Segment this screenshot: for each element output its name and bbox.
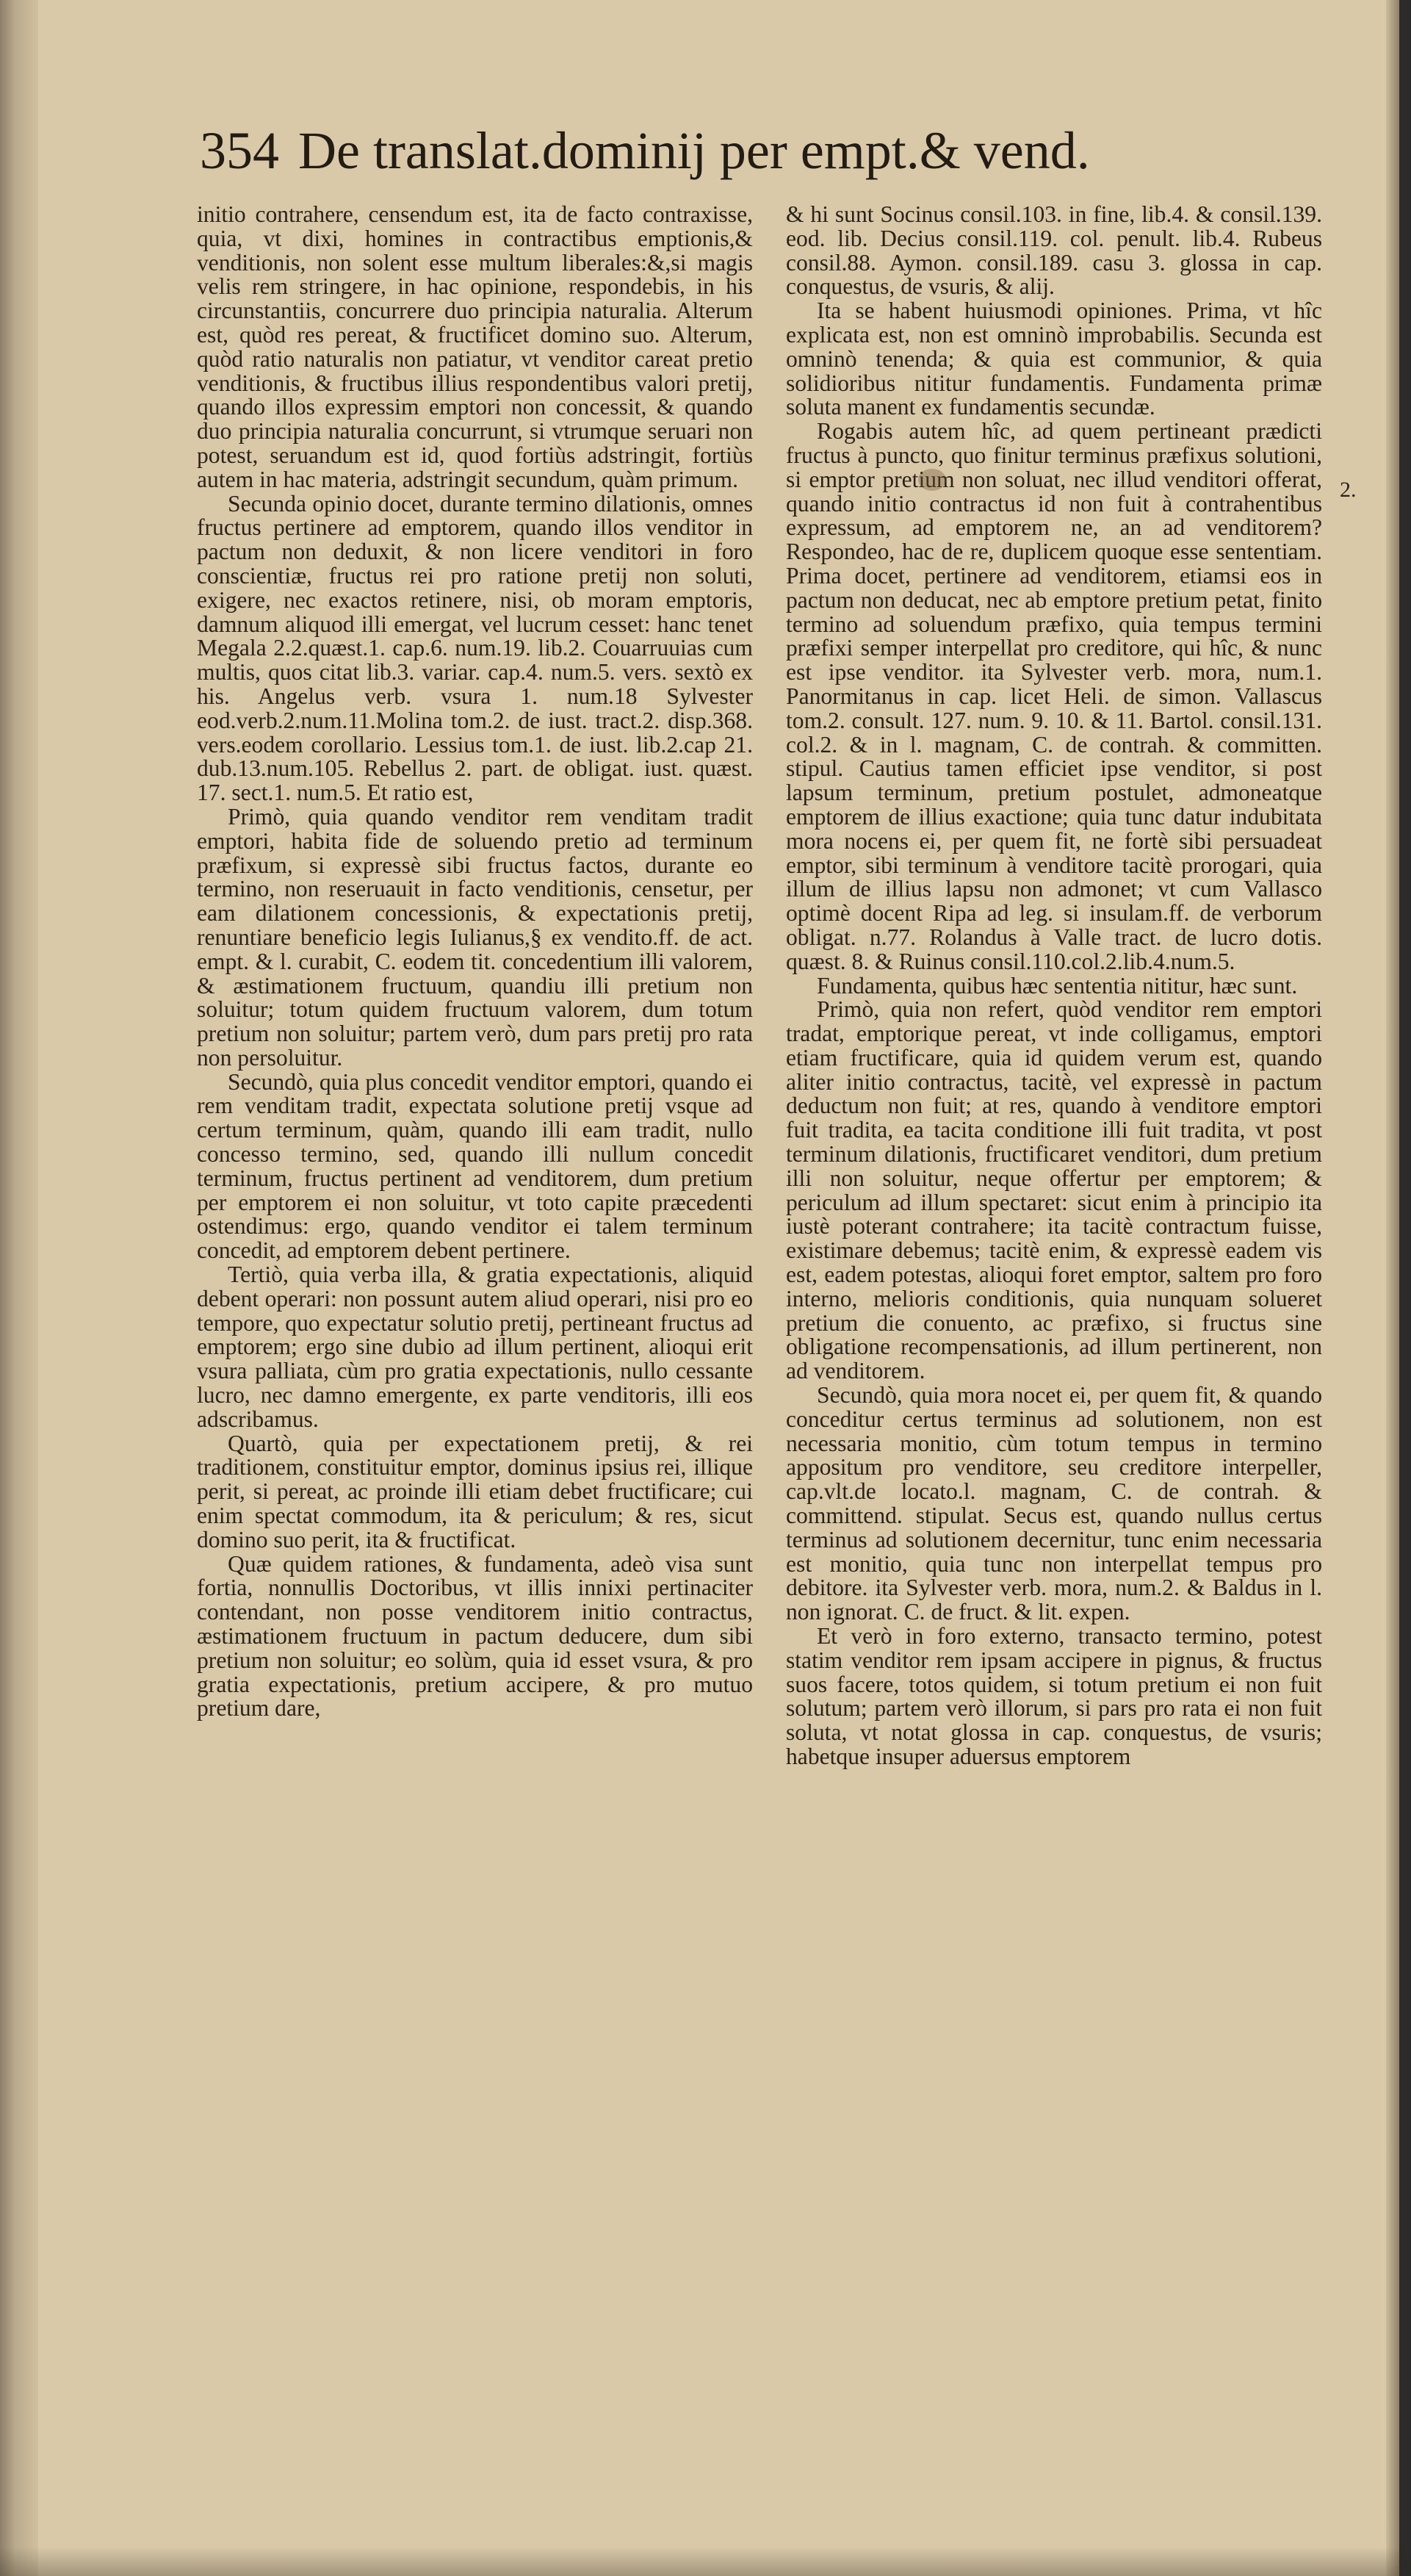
right-column [786, 203, 1322, 1769]
paragraph: Et verò in foro externo, transacto termino, potest statim venditor rem ipsam accipere in pignus, & fructus suos facere, totos quidem, si totum pretium ei non fuit solutum; partem verò illorum, si pars pro rata ei non fuit soluta, vt notat glossa in cap. conquestus, de vsuris; habetque insuper aduersus emptorem [786, 1623, 1322, 1769]
paragraph: Quæ quidem rationes, & fundamenta, adeò visa sunt fortia, nonnullis Doctoribus, vt illis innixi pertinaciter contendant, non posse venditorem initio contractus, æstimationem fructuum in pactum deducere, dum sibi pretium non soluitur; eo solùm, quia id esset vsura, & pro gratia expectationis, pretium accipere, & pro mutuo pretium dare, [197, 1550, 753, 1721]
running-head [200, 118, 1302, 184]
paragraph: Fundamenta, quibus hæc sententia nititur, hæc sunt. [817, 972, 1298, 999]
left-column [197, 203, 753, 1721]
page-edge [1386, 0, 1399, 2576]
paragraph: Secundò, quia plus concedit venditor emptori, quando ei rem venditam tradit, expectata solutione pretij vsque ad certum terminum, quàm, quando illi eam tradit, nullo concesso termino, sed, quando illi nullum concedit terminum, fructus pertinent ad venditorem, dum pretium per emptorem ei non soluitur, vt toto capite præcedenti ostendimus: ergo, quando venditor ei talem terminum concedit, ad emptorem debent pertinere. [197, 1068, 753, 1264]
paragraph: Quartò, quia per expectationem pretij, & rei traditionem, constituitur emptor, dominus ipsius rei, illique perit, si pereat, ac proinde illi etiam debet fructificare; cui enim spectat commodum, ita & periculum; & res, sicut domino suo perit, ita & fructificat. [197, 1430, 753, 1553]
paragraph: Tertiò, quia verba illa, & gratia expectationis, aliquid debent operari: non possunt autem aliud operari, nisi pro eo tempore, quo expectatur solutio pretij, pertineant fructus ad emptorem; ergo sine dubio ad illum pertinent, alioqui erit vsura palliata, cùm pro gratia expectationis, nullo cessante lucro, nec damno emergente, ex parte venditoris, illi eos adscribamus. [197, 1262, 753, 1432]
page-title: De translat.dominij per empt.& vend. [298, 121, 1090, 180]
paragraph: Primò, quia quando venditor rem venditam tradit emptori, habita fide de soluendo pretio ad terminum præfixum, si expressè sibi fructus factos, durante eo termino, non reseruauit in facto venditionis, censetur, per eam dilationem concessionis, & expectationis pretij, renuntiare beneficio legis Iulianus,§ ex vendito.ff. de act. empt. & l. curabit, C. eodem tit. concedentium illi valorem, & æstimationem fructuum, quandiu illi pretium non soluitur; totum quidem fructuum valorem, dum totum pretium non soluitur; partem verò, dum pars pretij pro rata non persoluitur. [197, 803, 753, 1071]
paper-stain [918, 469, 946, 491]
page-number: 354 [200, 121, 279, 180]
paragraph: Rogabis autem hîc, ad quem pertineant prædicti fructus à puncto, quo finitur terminus præfixus solutioni, si emptor pretium non soluat, nec illud venditori offerat, quando initio contractus id non fuit à contrahentibus expressum, ad emptorem ne, an ad venditorem? Respondeo, hac de re, duplicem quoque esse sententiam. Prima docet, pertinere ad venditorem, etiamsi eos in pactum non deducat, nec ab emptore pretium petat, finito termino ad soluendum præfixo, quia tempus termini præfixi semper interpellat pro creditore, qui hîc, & nunc est ipse venditor. ita Sylvester verb. mora, num.1. Panormitanus in cap. licet Heli. de simon. Vallascus tom.2. consult. 127. num. 9. 10. & 11. Bartol. consil.131. col.2. & in l. magnam, C. de contrah. & committen. stipul. Cautius tamen efficiet ipse venditor, si post lapsum terminum, pretium postulet, admoneatque emptorem de illius exactione; quia tunc datur indubitata mora nocens ei, per quem fit, ne fortè sibi persuadeat emptor, sibi terminum à venditore tacitè prorogari, quia illum de illius lapsu non admonet; vt cum Vallasco optimè docent Ripa ad leg. si insulam.ff. de verborum obligat. n.77. Rolandus à Valle tract. de lucro dotis. quæst. 8. & Ruinus consil.110.col.2.lib.4.num.5. [786, 418, 1322, 974]
page-shadow [0, 2547, 1399, 2576]
paragraph: Primò, quia non refert, quòd venditor rem emptori tradat, emptorique pereat, vt inde colligamus, emptori etiam fructificare, quia id quidem verum est, quando aliter initio contractus, tacitè, vel expressè in pactum deductum non fuit; at res, quando à venditore emptori fuit tradita, ea tacita conditione illi fuit tradita, vt post terminum dilationis, fructificaret venditori, dum pretium illi non soluitur, neque offertur per emptorem; & periculum ad illum spectaret: sicut enim à principio ita iustè poterant contrahere; ita tacitè contractum fuisse, existimare debemus; tacitè enim, & expressè eadem vis est, eadem potestas, alioqui foret emptor, saltem pro foro interno, melioris conditionis, quia nunquam solueret pretium die conuento, ac præfixo, si fructus sine obligatione recompensationis, ad illum pertinerent, non ad venditorem. [786, 996, 1322, 1384]
paragraph: & hi sunt Socinus consil.103. in fine, lib.4. & consil.139. eod. lib. Decius consil.119. col. penult. lib.4. Rubeus consil.88. Aymon. consil.189. casu 3. glossa in cap. conquestus, de vsuris, & alij. [786, 201, 1322, 300]
paragraph: Ita se habent huiusmodi opiniones. Prima, vt hîc explicata est, non est omninò improbabilis. Secunda est omninò tenenda; & quia est communior, & quia solidioribus nititur fundamentis. Fundamenta primæ soluta manent ex fundamentis secundæ. [786, 298, 1322, 420]
margin-note: 2. [1340, 478, 1357, 502]
paragraph: Secundò, quia mora nocet ei, per quem fit, & quando conceditur certus terminus ad solutionem, non est necessaria monitio, cùm totum tempus in termino appositum pro venditore, seu creditore interpeller, cap.vlt.de locato.l. magnam, C. de contrah. & committend. stipulat. Secus est, quando nullus certus terminus ad solutionem decernitur, tunc enim necessaria est monitio, quia tunc non interpellat tempus pro debitore. ita Sylvester verb. mora, num.2. & Baldus in l. non ignorat. C. de fruct. & lit. expen. [786, 1382, 1322, 1625]
book-gutter [0, 0, 38, 2576]
paragraph: initio contrahere, censendum est, ita de facto contraxisse, quia, vt dixi, homines in contractibus emptionis,& venditionis, non solent esse multum liberales:&,si magis velis rem stringere, in hac opinione, respondebis, in his circunstantiis, concurrere duo principia naturalia. Alterum est, quòd res pereat, & fructificet domino suo. Alterum, quòd ratio naturalis non patiatur, vt venditor careat pretio venditionis, & fructibus illius respondentibus valori pretij, quando illos expressim emptori non concessit, & quando duo principia naturalia concurrunt, si vtrumque seruari non potest, seruandum est id, quod fortiùs adstringit, fortiùs autem in hac materia, adstringit secundum, quàm primum. [197, 201, 753, 492]
paragraph: Secunda opinio docet, durante termino dilationis, omnes fructus pertinere ad emptorem, quando illos venditor in pactum non deduxit, & non licere venditori in foro conscientiæ, fructus rei pro ratione pretij non soluti, exigere, nec exactos retinere, nisi, ob moram emptoris, damnum aliquod illi emergat, vel lucrum cesset: hanc tenet Megala 2.2.quæst.1. cap.6. num.19. lib.2. Couarruuias cum multis, quos citat lib.3. variar. cap.4. num.5. vers. sextò ex his. Angelus verb. vsura 1. num.18 Sylvester eod.verb.2.num.11.Molina tom.2. de iust. tract.2. disp.368. vers.eodem corollario. Lessius tom.1. de iust. lib.2.cap 21. dub.13.num.105. Rebellus 2. part. de obligat. iust. quæst. 17. sect.1. num.5. Et ratio est, [197, 490, 753, 806]
